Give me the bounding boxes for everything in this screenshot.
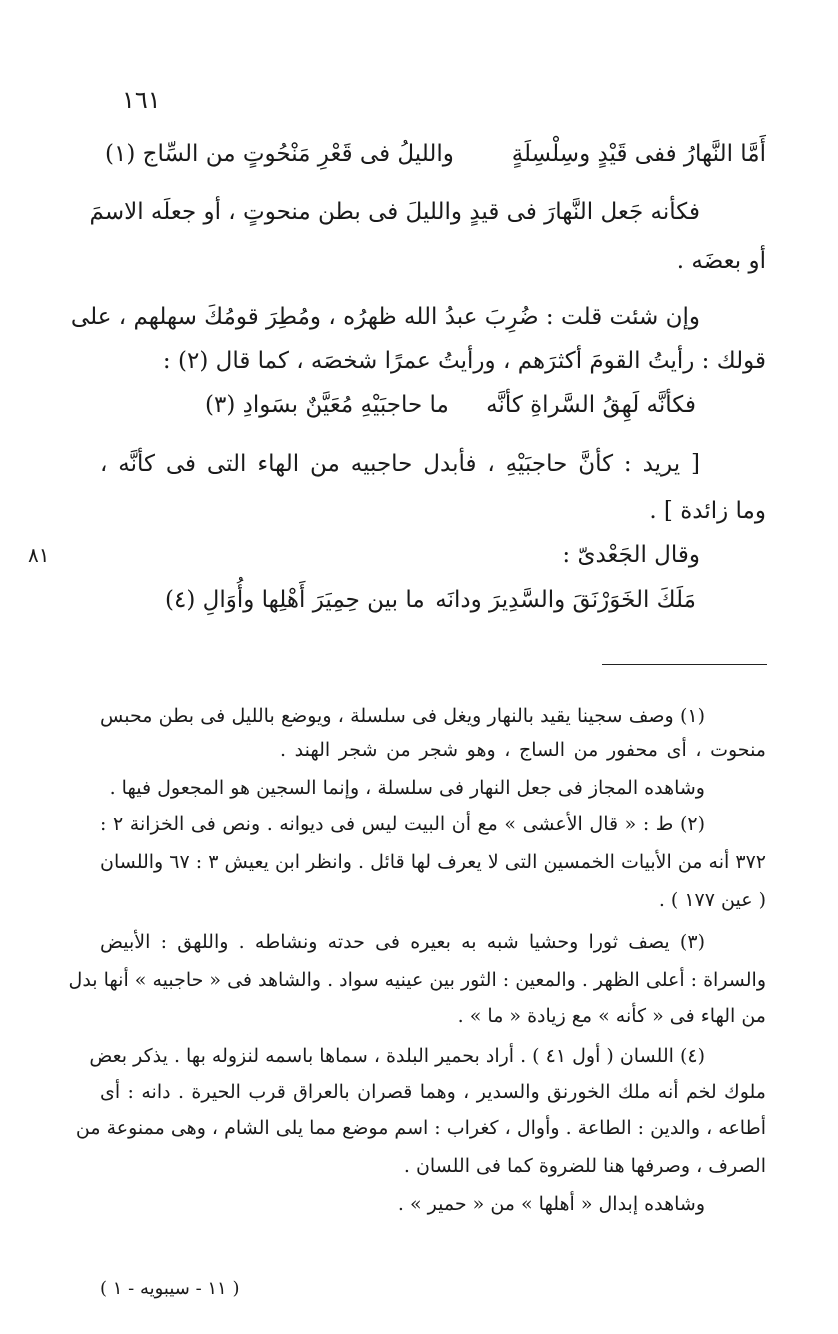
footnote-line: من الهاء فى « كأنه » مع زيادة « ما » . xyxy=(457,1005,766,1027)
paragraph-2-line-1: وإن شئت قلت : ضُرِبَ عبدُ الله ظهرُه ، ومُطِرَ قومُكَ سهلهم ، على xyxy=(70,304,700,330)
footnote-line: (٣) يصف ثورا وحشيا شبه به بعيره فى حدته ونشاطه . واللهق : الأبيض xyxy=(100,931,705,953)
paragraph-1-line-1: فكأنه جَعل النَّهارَ فى قيدٍ والليلَ فى بطن منحوتٍ ، أو جعلَه الاسمَ xyxy=(89,199,700,225)
paragraph-4: وقال الجَعْدىّ : xyxy=(562,542,700,568)
paragraph-2-line-2: قولك : رأيتُ القومَ أكثرَهم ، ورأيتُ عمرًا شخصَه ، كما قال (٢) : xyxy=(162,348,766,374)
verse-2-first-hemistich: فكأنَّه لَهِقُ السَّراةِ كأنَّه xyxy=(486,392,696,418)
footnote-line: الصرف ، وصرفها هنا للضروة كما فى اللسان . xyxy=(403,1155,766,1177)
footnote-separator xyxy=(602,664,767,665)
footnote-line: ملوك لخم أنه ملك الخورنق والسدير ، وهما قصران بالعراق قرب الحيرة . دانه : أى xyxy=(100,1081,766,1103)
footnote-line: (١) وصف سجينا يقيد بالنهار ويغل فى سلسلة ، ويوضع بالليل فى بطن محبس xyxy=(100,705,705,727)
footnote-line: (٢) ط : « قال الأعشى » مع أن البيت ليس فى ديوانه . ونص فى الخزانة ٢ : xyxy=(100,813,705,835)
footnote-line: (٤) اللسان ( أول ٤١ ) . أراد بحمير البلدة ، سماها باسمه لنزوله بها . يذكر بعض xyxy=(89,1045,705,1067)
paragraph-1-line-2: أو بعضَه . xyxy=(676,248,766,274)
paragraph-3-line-1: [ يريد : كأنَّ حاجبَيْهِ ، فأبدل حاجبيه من الهاء التى فى كأنَّه ، xyxy=(100,451,700,477)
footnote-line: ( عين ١٧٧ ) . xyxy=(658,889,766,911)
footnote-line: أطاعه ، والدين : الطاعة . وأوال ، كغراب : اسم موضع مما يلى الشام ، وهى ممنوعة من xyxy=(75,1117,766,1139)
page-number: ١٦١ xyxy=(122,86,161,114)
footnote-line: وشاهده المجاز فى جعل النهار فى سلسلة ، وإنما السجين هو المجعول فيها . xyxy=(109,777,705,799)
verse-2-second-hemistich: ما حاجبَيْهِ مُعَيَّنٌ بسَوادِ (٣) xyxy=(205,392,449,418)
footnote-line: منحوت ، أى محفور من الساج ، وهو شجر من شجر الهند . xyxy=(280,739,766,761)
paragraph-3-line-2: وما زائدة ] . xyxy=(649,498,766,524)
footnote-line: وشاهده إبدال « أهلها » من « حمير » . xyxy=(397,1193,705,1215)
margin-number: ٨١ xyxy=(28,543,50,567)
verse-3-second-hemistich: ما بين حِمِيَرَ أَهْلِها وأُوَالِ (٤) xyxy=(165,587,425,613)
signature-mark: ( ١١ - سيبويه - ١ ) xyxy=(100,1278,240,1299)
footnote-line: والسراة : أعلى الظهر . والمعين : الثور بين عينيه سواد . والشاهد فى « حاجبيه » أنها بدل xyxy=(68,969,766,991)
verse-3-first-hemistich: مَلَكَ الخَوَرْنَقَ والسَّدِيرَ ودانَه xyxy=(435,587,696,613)
footnote-line: ٣٧٢ أنه من الأبيات الخمسين التى لا يعرف لها قائل . وانظر ابن يعيش ٣ : ٦٧ واللسان xyxy=(100,851,767,873)
verse-1-second-hemistich: والليلُ فى قَعْرِ مَنْحُوتٍ من السِّاج (١) xyxy=(105,141,454,167)
verse-1-first-hemistich: أَمَّا النَّهارُ ففى قَيْدٍ وسِلْسِلَةٍ xyxy=(511,141,766,167)
